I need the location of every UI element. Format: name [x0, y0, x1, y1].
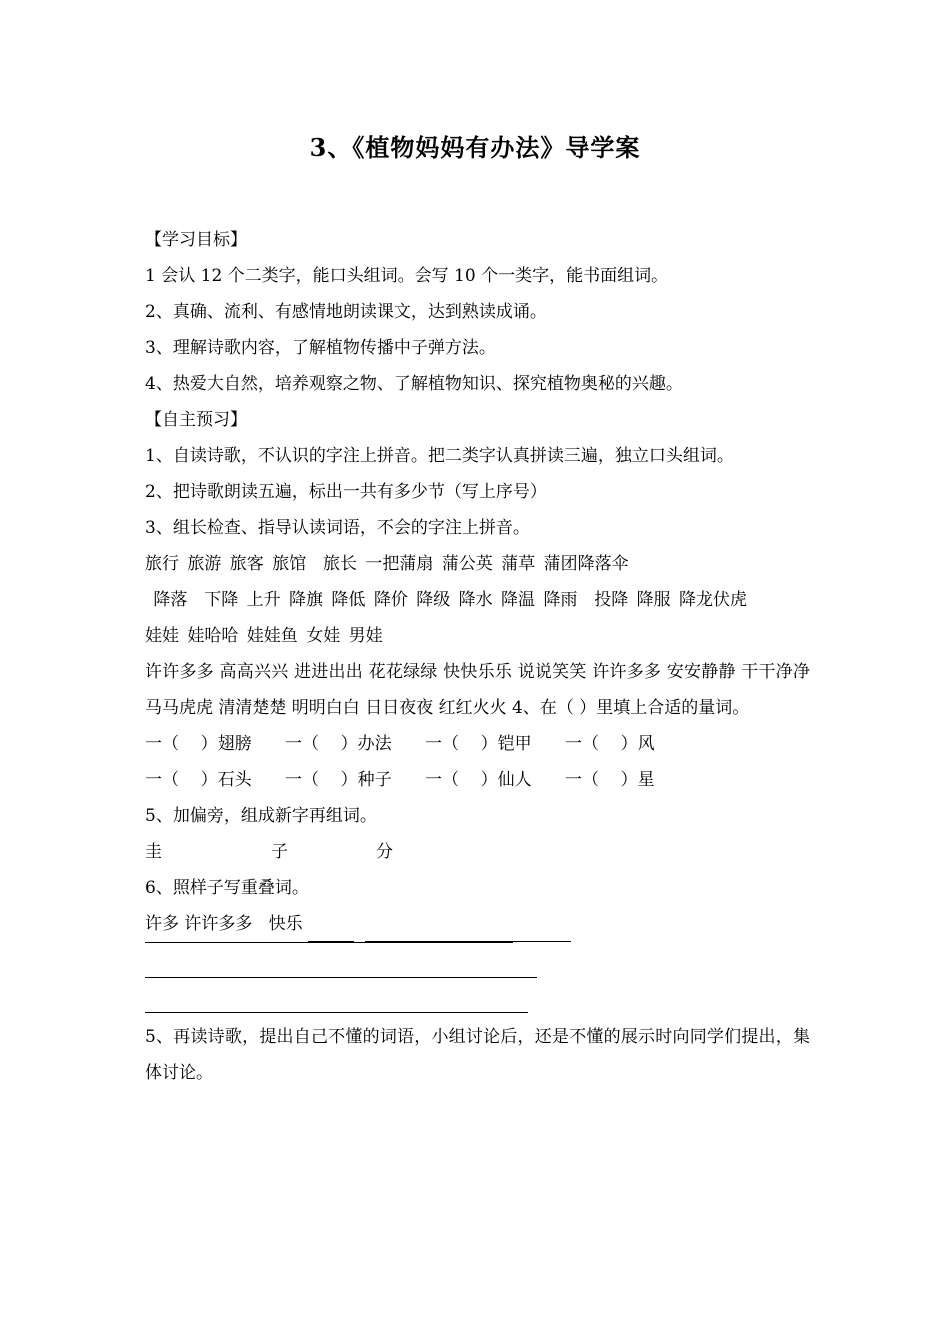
- radical-char: 分: [376, 842, 393, 862]
- radical-char: 子: [271, 842, 288, 862]
- quantifier-row: [145, 726, 810, 762]
- goals-heading: 【学习目标】: [145, 230, 247, 250]
- reduplication-task: 6、照样子写重叠词。: [145, 878, 309, 898]
- repeat-word-paragraph: 许许多多 高高兴兴 进进出出 花花绿绿 快快乐乐 说说笑笑 许许多多 安安静静 干干净净 马马虎虎 清清楚楚 明明白白 日日夜夜 红红火火 4、在（ ）里填上合适的量词。: [145, 662, 810, 718]
- goal-item: 2、真确、流利、有感情地朗读课文，达到熟读成诵。: [145, 302, 547, 322]
- quantifier-row: [145, 762, 810, 798]
- goal-item: 4、热爱大自然，培养观察之物、了解植物知识、探究植物奥秘的兴趣。: [145, 374, 683, 394]
- radical-row: [145, 834, 810, 870]
- preview-heading: 【自主预习】: [145, 410, 247, 430]
- word-list-line: 旅行 旅游 旅客 旅馆 旅长 一把蒲扇 蒲公英 蒲草 蒲团降落伞: [145, 554, 629, 574]
- word-list-line: 娃娃 娃哈哈 娃娃鱼 女娃 男娃: [145, 626, 383, 646]
- goal-item: 1 会认 12 个二类字，能口头组词。会写 10 个一类字，能书面组词。: [145, 266, 669, 286]
- quantifier-blank: 一（ ）仙人: [425, 770, 532, 790]
- answer-blank-line[interactable]: [145, 942, 513, 943]
- quantifier-blank: 一（ ）铠甲: [425, 734, 532, 754]
- radical-task: 5、加偏旁，组成新字再组词。: [145, 806, 377, 826]
- radical-char: 圭: [145, 842, 162, 862]
- page-title: 3、《植物妈妈有办法》导学案: [309, 133, 641, 162]
- answer-blank-short[interactable]: [308, 919, 354, 942]
- answer-blank-long[interactable]: [365, 919, 571, 942]
- quantifier-blank: 一（ ）风: [565, 734, 655, 754]
- word-list-line: 降落 下降 上升 降旗 降低 降价 降级 降水 降温 降雨 投降 降服 降龙伏虎: [145, 590, 748, 610]
- preview-item: 1、自读诗歌，不认识的字注上拼音。把二类字认真拼读三遍，独立口头组词。: [145, 446, 734, 466]
- final-task: 5、再读诗歌，提出自己不懂的词语，小组讨论后，还是不懂的展示时向同学们提出，集体讨论。: [145, 1027, 810, 1083]
- quantifier-blank: 一（ ）翅膀: [145, 734, 252, 754]
- quantifier-blank: 一（ ）办法: [285, 734, 392, 754]
- preview-item: 2、把诗歌朗读五遍，标出一共有多少节（写上序号）: [145, 482, 547, 502]
- answer-blank-line[interactable]: [145, 977, 537, 978]
- reduplication-example: [145, 906, 810, 942]
- answer-blank-line[interactable]: [145, 1012, 528, 1013]
- quantifier-blank: 一（ ）星: [565, 770, 655, 790]
- goal-item: 3、理解诗歌内容，了解植物传播中子弹方法。: [145, 338, 496, 358]
- quantifier-blank: 一（ ）石头: [145, 770, 252, 790]
- example-text: 许多 许许多多 快乐: [145, 914, 309, 934]
- document-body: [145, 222, 810, 1091]
- quantifier-blank: 一（ ）种子: [285, 770, 392, 790]
- preview-item: 3、组长检查、指导认读词语，不会的字注上拼音。: [145, 518, 530, 538]
